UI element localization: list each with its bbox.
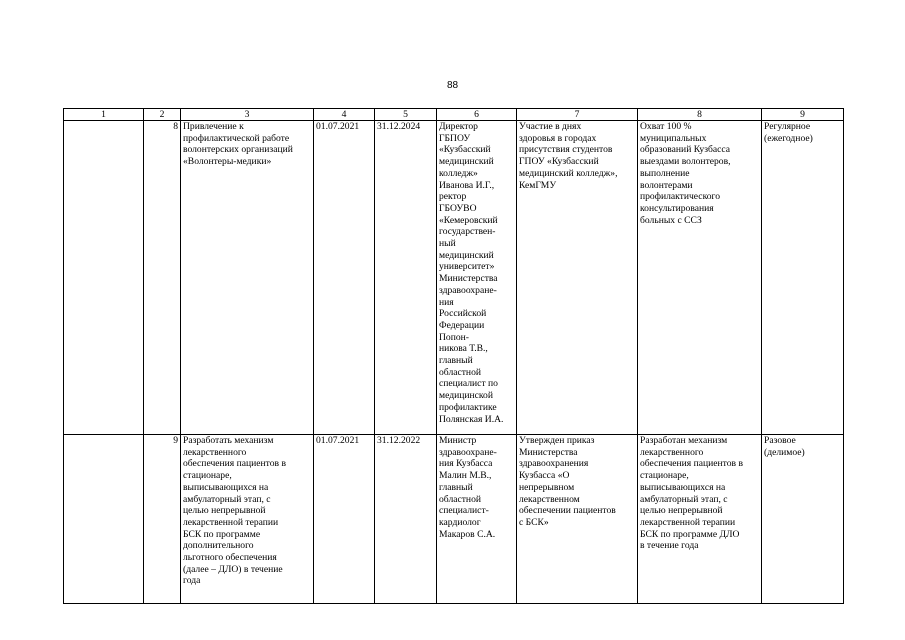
column-number-9: 9: [762, 109, 844, 121]
indicator-cell: [638, 121, 762, 435]
cell-text-line: лекарственной терапии: [183, 516, 279, 528]
end-date-cell: 31.12.2022: [375, 435, 437, 604]
cell-text-line: года: [183, 575, 201, 587]
item-number: 9: [144, 435, 181, 604]
cell-text-line: амбулаторный этап, с: [640, 493, 728, 505]
cell-text-line: главный: [439, 481, 473, 493]
cell-text-line: колледж»: [439, 167, 478, 179]
event-type-cell: [762, 121, 844, 435]
cell-text-line: лекарственном: [519, 493, 580, 505]
cell-text-line: Министерства: [519, 446, 578, 458]
column-number-header-row: [64, 109, 844, 121]
cell-text-line: ГБОУВО: [439, 202, 477, 214]
cell-text-line: профилактике: [439, 401, 497, 413]
cell-text-line: «Кемеровский: [439, 214, 498, 226]
start-date-cell: 01.07.2021: [314, 435, 375, 604]
cell-text-line: выписывающихся на: [183, 481, 269, 493]
cell-text-line: льготного обеспечения: [183, 552, 277, 564]
cell-text-line: выездами волонтеров,: [640, 156, 731, 168]
cell-text-line: с БСК»: [519, 516, 549, 528]
end-date-cell: 31.12.2024: [375, 121, 437, 435]
column-number-2: 2: [144, 109, 181, 121]
cell-text-line: ния: [439, 296, 454, 308]
cell-text-line: кардиолог: [439, 516, 481, 528]
cell-text-line: образований Кузбасса: [640, 144, 731, 156]
cell-text-line: обеспечения пациентов в: [183, 458, 286, 470]
cell-text-line: лекарственной терапии: [640, 516, 736, 528]
cell-text-line: профилактического: [640, 191, 721, 203]
column-number-8: 8: [638, 109, 762, 121]
cell-text-line: медицинский: [439, 156, 494, 168]
cell-text-line: больных с ССЗ: [640, 214, 702, 226]
cell-text-line: БСК по программе: [183, 528, 261, 540]
cell-text-line: Утвержден приказ: [519, 435, 595, 446]
cell-text-line: выполнение: [640, 167, 690, 179]
expected-result-cell: [517, 435, 638, 604]
cell-text-line: Разработать механизм: [183, 435, 274, 446]
cell-text-line: непрерывном: [519, 481, 575, 493]
cell-text-line: Макаров С.А.: [439, 528, 496, 540]
page-number: 88: [446, 80, 459, 91]
cell-text-line: Разовое: [764, 435, 796, 446]
cell-text-line: присутствия студентов: [519, 144, 613, 156]
table-row: [64, 435, 844, 604]
cell-text-line: муниципальных: [640, 132, 707, 144]
cell-text-line: Полянская И.А.: [439, 413, 504, 425]
column-number-3: 3: [181, 109, 314, 121]
responsible-cell: [437, 121, 517, 435]
event-type-cell: [762, 435, 844, 604]
cell-text-line: университет»: [439, 261, 495, 273]
cell-text-line: целью непрерывной: [183, 505, 266, 517]
cell-text-line: лекарственного: [640, 446, 704, 458]
column-number-5: 5: [375, 109, 437, 121]
cell-text-line: специалист-: [439, 505, 489, 517]
column-number-7: 7: [517, 109, 638, 121]
cell-text-line: обеспечении пациентов: [519, 505, 616, 517]
start-date-cell: 01.07.2021: [314, 121, 375, 435]
cell-text-line: волонтерских организаций: [183, 144, 293, 156]
cell-text-line: здоровья в городах: [519, 132, 597, 144]
cell-text-line: медицинский колледж»,: [519, 167, 618, 179]
cell-text-line: Федерации: [439, 319, 485, 331]
cell-text-line: медицинской: [439, 390, 493, 402]
cell-text-line: главный: [439, 355, 473, 367]
cell-text-line: здравоохране-: [439, 284, 497, 296]
cell-text-line: Министерства: [439, 273, 498, 285]
cell-text-line: Кузбасса «О: [519, 470, 570, 482]
measures-table: [63, 108, 844, 604]
column-number-4: 4: [314, 109, 375, 121]
cell-text-line: Иванова И.Г.,: [439, 179, 495, 191]
cell-text-line: Разработан механизм: [640, 435, 728, 446]
cell-text-line: Регулярное: [764, 121, 811, 132]
cell-text-line: Директор: [439, 121, 478, 132]
cell-text-line: «Волонтеры-медики»: [183, 156, 272, 168]
table-row: [64, 121, 844, 435]
cell-text-line: обеспечения пациентов в: [640, 458, 743, 470]
cell-text-line: (далее – ДЛО) в течение: [183, 563, 283, 575]
cell-text-line: Малин М.В.,: [439, 470, 492, 482]
cell-text-line: специалист по: [439, 378, 498, 390]
event-name-cell: [181, 435, 314, 604]
cell-text-line: стационаре,: [640, 470, 689, 482]
cell-text-line: Российской: [439, 308, 487, 320]
item-number: 8: [144, 121, 181, 435]
cell-text-line: Министр: [439, 435, 477, 446]
cell-text-line: БСК по программе ДЛО: [640, 528, 740, 540]
cell-text-line: КемГМУ: [519, 179, 557, 191]
cell-text-line: здравоохране-: [439, 446, 497, 458]
expected-result-cell: [517, 121, 638, 435]
cell-text-line: Участие в днях: [519, 121, 582, 132]
cell-text-line: Охват 100 %: [640, 121, 692, 132]
section-cell: [64, 121, 144, 435]
cell-text-line: Привлечение к: [183, 121, 244, 132]
cell-text-line: (делимое): [764, 446, 805, 458]
cell-text-line: ГБПОУ: [439, 132, 471, 144]
responsible-cell: [437, 435, 517, 604]
cell-text-line: стационаре,: [183, 470, 232, 482]
cell-text-line: профилактической работе: [183, 132, 290, 144]
cell-text-line: выписывающихся на: [640, 481, 726, 493]
cell-text-line: здравоохранения: [519, 458, 589, 470]
indicator-cell: [638, 435, 762, 604]
event-name-cell: [181, 121, 314, 435]
cell-text-line: целью непрерывной: [640, 505, 723, 517]
cell-text-line: областной: [439, 493, 482, 505]
cell-text-line: ный: [439, 238, 456, 250]
cell-text-line: ния Кузбасса: [439, 458, 493, 470]
cell-text-line: «Кузбасский: [439, 144, 491, 156]
cell-text-line: (ежегодное): [764, 132, 813, 144]
cell-text-line: Попон-: [439, 331, 469, 343]
column-number-6: 6: [437, 109, 517, 121]
column-number-1: 1: [64, 109, 144, 121]
cell-text-line: никова Т.В.,: [439, 343, 488, 355]
cell-text-line: областной: [439, 366, 482, 378]
cell-text-line: в течение года: [640, 540, 699, 552]
section-cell: [64, 435, 144, 604]
cell-text-line: консультирования: [640, 202, 714, 214]
cell-text-line: амбулаторный этап, с: [183, 493, 271, 505]
cell-text-line: лекарственного: [183, 446, 247, 458]
cell-text-line: дополнительного: [183, 540, 254, 552]
cell-text-line: государствен-: [439, 226, 496, 238]
cell-text-line: ректор: [439, 191, 467, 203]
cell-text-line: медицинский: [439, 249, 494, 261]
cell-text-line: волонтерами: [640, 179, 693, 191]
cell-text-line: ГПОУ «Кузбасский: [519, 156, 599, 168]
